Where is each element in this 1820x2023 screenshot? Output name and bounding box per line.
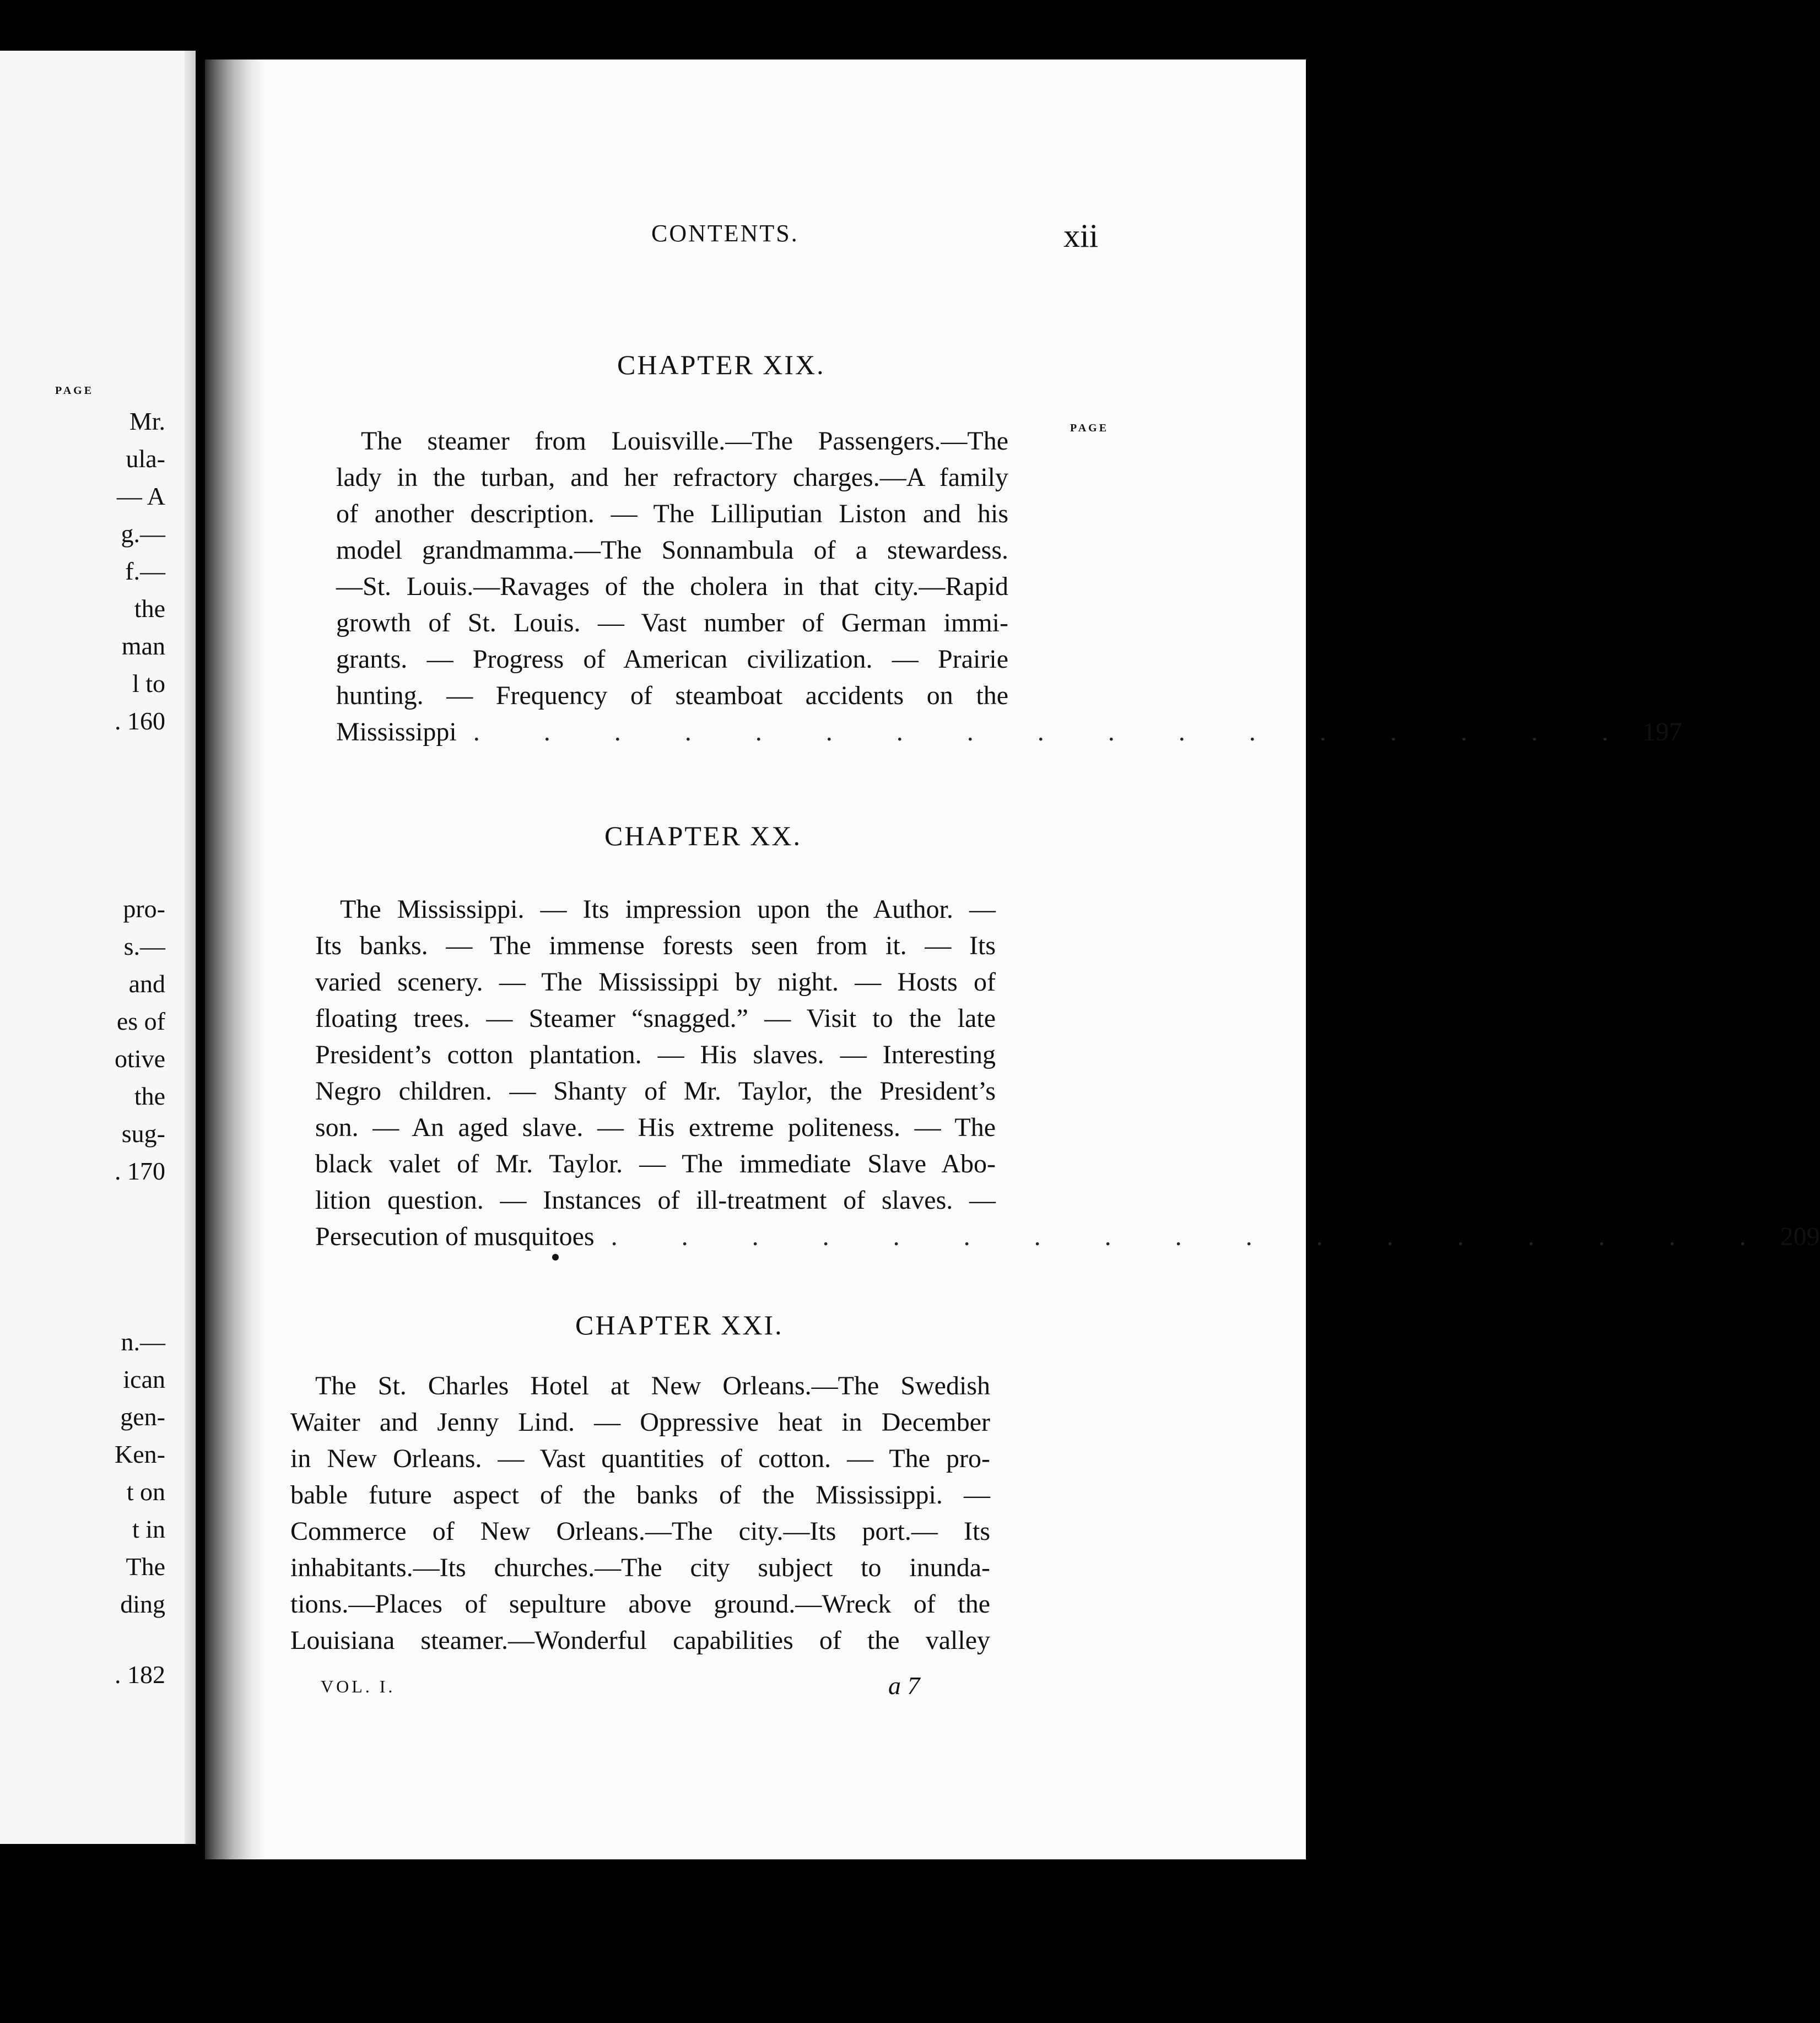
- left-page-fragment: ula-: [126, 445, 165, 473]
- left-page-fragment: ding: [120, 1590, 165, 1618]
- summary-line: inhabitants.—Its churches.—The city subject to inunda-: [290, 1553, 990, 1582]
- left-page-fragment: sug-: [121, 1119, 165, 1148]
- summary-line: Commerce of New Orleans.—The city.—Its port.— Its: [290, 1517, 990, 1546]
- left-page: [0, 51, 196, 1844]
- left-page-fragment: Ken-: [115, 1440, 165, 1468]
- page-number: 197: [1642, 717, 1682, 747]
- summary-line: Waiter and Jenny Lind. — Oppressive heat in December: [290, 1408, 990, 1437]
- left-page-fragment: s.—: [123, 932, 165, 960]
- dot-leader: . . . . . . . . . . . . . . . . .: [473, 717, 1637, 747]
- signature-mark: a 7: [888, 1672, 920, 1700]
- summary-line: lady in the turban, and her refractory charges.—A family: [336, 463, 1008, 492]
- left-page-fragment: pro-: [123, 895, 165, 923]
- summary-line: Mississippi: [336, 717, 457, 747]
- summary-line: tions.—Places of sepulture above ground.—Wreck of the: [290, 1589, 990, 1619]
- summary-line: President’s cotton plantation. — His slaves. — Interesting: [315, 1040, 996, 1069]
- summary-line: floating trees. — Steamer “snagged.” — Visit to the late: [315, 1004, 996, 1033]
- toc-entry-line: [315, 1219, 1820, 1255]
- summary-line: bable future aspect of the banks of the Mississippi. —: [290, 1480, 990, 1510]
- left-page-fragment: Mr.: [129, 407, 165, 435]
- summary-line: —St. Louis.—Ravages of the cholera in that city.—Rapid: [336, 572, 1008, 601]
- summary-line: lition question. — Instances of ill-treatment of slaves. —: [315, 1186, 996, 1215]
- summary-line: Louisiana steamer.—Wonderful capabilities of the valley: [290, 1626, 990, 1655]
- summary-line: The St. Charles Hotel at New Orleans.—The Swedish: [315, 1371, 990, 1400]
- left-page-fragment: n.—: [121, 1328, 165, 1356]
- left-page-fragment: g.—: [121, 520, 165, 548]
- left-page-fragment: and: [128, 970, 165, 998]
- left-page-fragment: es of: [116, 1007, 165, 1035]
- left-page-fragment: otive: [115, 1045, 165, 1073]
- chapter-summary: [315, 891, 1820, 1255]
- summary-line: The Mississippi. — Its impression upon the Author. —: [340, 895, 996, 924]
- summary-line: Persecution of musquitoes: [315, 1222, 595, 1251]
- left-page-gutter: [185, 51, 196, 1844]
- summary-line: growth of St. Louis. — Vast number of German immi-: [336, 608, 1008, 637]
- dot-leader: . . . . . . . . . . . . . . . . .: [611, 1222, 1775, 1251]
- running-title: CONTENTS.: [651, 220, 799, 247]
- summary-line: The steamer from Louisville.—The Passengers.—The: [361, 426, 1008, 456]
- summary-line: Its banks. — The immense forests seen from it. — Its: [315, 931, 996, 960]
- left-page-fragment: gen-: [120, 1403, 165, 1431]
- chapter-summary: [290, 1368, 990, 1659]
- chapter-heading: CHAPTER XX.: [604, 820, 802, 851]
- left-page-fragment: man: [121, 632, 165, 660]
- summary-line: son. — An aged slave. — His extreme politeness. — The: [315, 1113, 996, 1142]
- page-column-label: PAGE: [1070, 422, 1109, 434]
- left-page-fragment: t in: [132, 1515, 165, 1543]
- summary-line: black valet of Mr. Taylor. — The immediate Slave Abo-: [315, 1149, 996, 1178]
- left-page-fragment: — A: [116, 482, 165, 510]
- summary-line: of another description. — The Lilliputian Liston and his: [336, 499, 1008, 528]
- left-page-fragment: ican: [123, 1365, 165, 1393]
- volume-signature: VOL. I.: [321, 1676, 396, 1696]
- summary-line: model grandmamma.—The Sonnambula of a stewardess.: [336, 536, 1008, 565]
- summary-line: varied scenery. — The Mississippi by night. — Hosts of: [315, 967, 996, 997]
- toc-entry-line: [336, 714, 1682, 750]
- ink-spot: [552, 1254, 559, 1261]
- left-page-fragment: f.—: [125, 557, 165, 585]
- contents-page: [205, 60, 1820, 1859]
- left-page-fragment: . 182: [115, 1660, 165, 1689]
- summary-line: hunting. — Frequency of steamboat accidents on the: [336, 681, 1008, 710]
- folio-number: xii: [1063, 218, 1099, 254]
- summary-line: Negro children. — Shanty of Mr. Taylor, the President’s: [315, 1077, 996, 1106]
- left-page-fragment: . 160: [115, 707, 165, 735]
- summary-line: grants. — Progress of American civilization. — Prairie: [336, 645, 1008, 674]
- chapter-heading: CHAPTER XIX.: [617, 349, 825, 380]
- left-page-fragment: l to: [132, 669, 165, 697]
- summary-line: in New Orleans. — Vast quantities of cotton. — The pro-: [290, 1444, 990, 1473]
- page-number: 209: [1780, 1222, 1820, 1251]
- left-page-fragment: the: [134, 594, 165, 623]
- left-page-fragment: . 170: [115, 1157, 165, 1185]
- left-page-label: PAGE: [55, 385, 94, 397]
- left-page-fragment: the: [134, 1082, 165, 1110]
- binding-shadow: [205, 60, 266, 1859]
- left-page-fragment: The: [126, 1553, 165, 1581]
- chapter-heading: CHAPTER XXI.: [575, 1310, 784, 1340]
- left-page-fragment: t on: [126, 1478, 165, 1506]
